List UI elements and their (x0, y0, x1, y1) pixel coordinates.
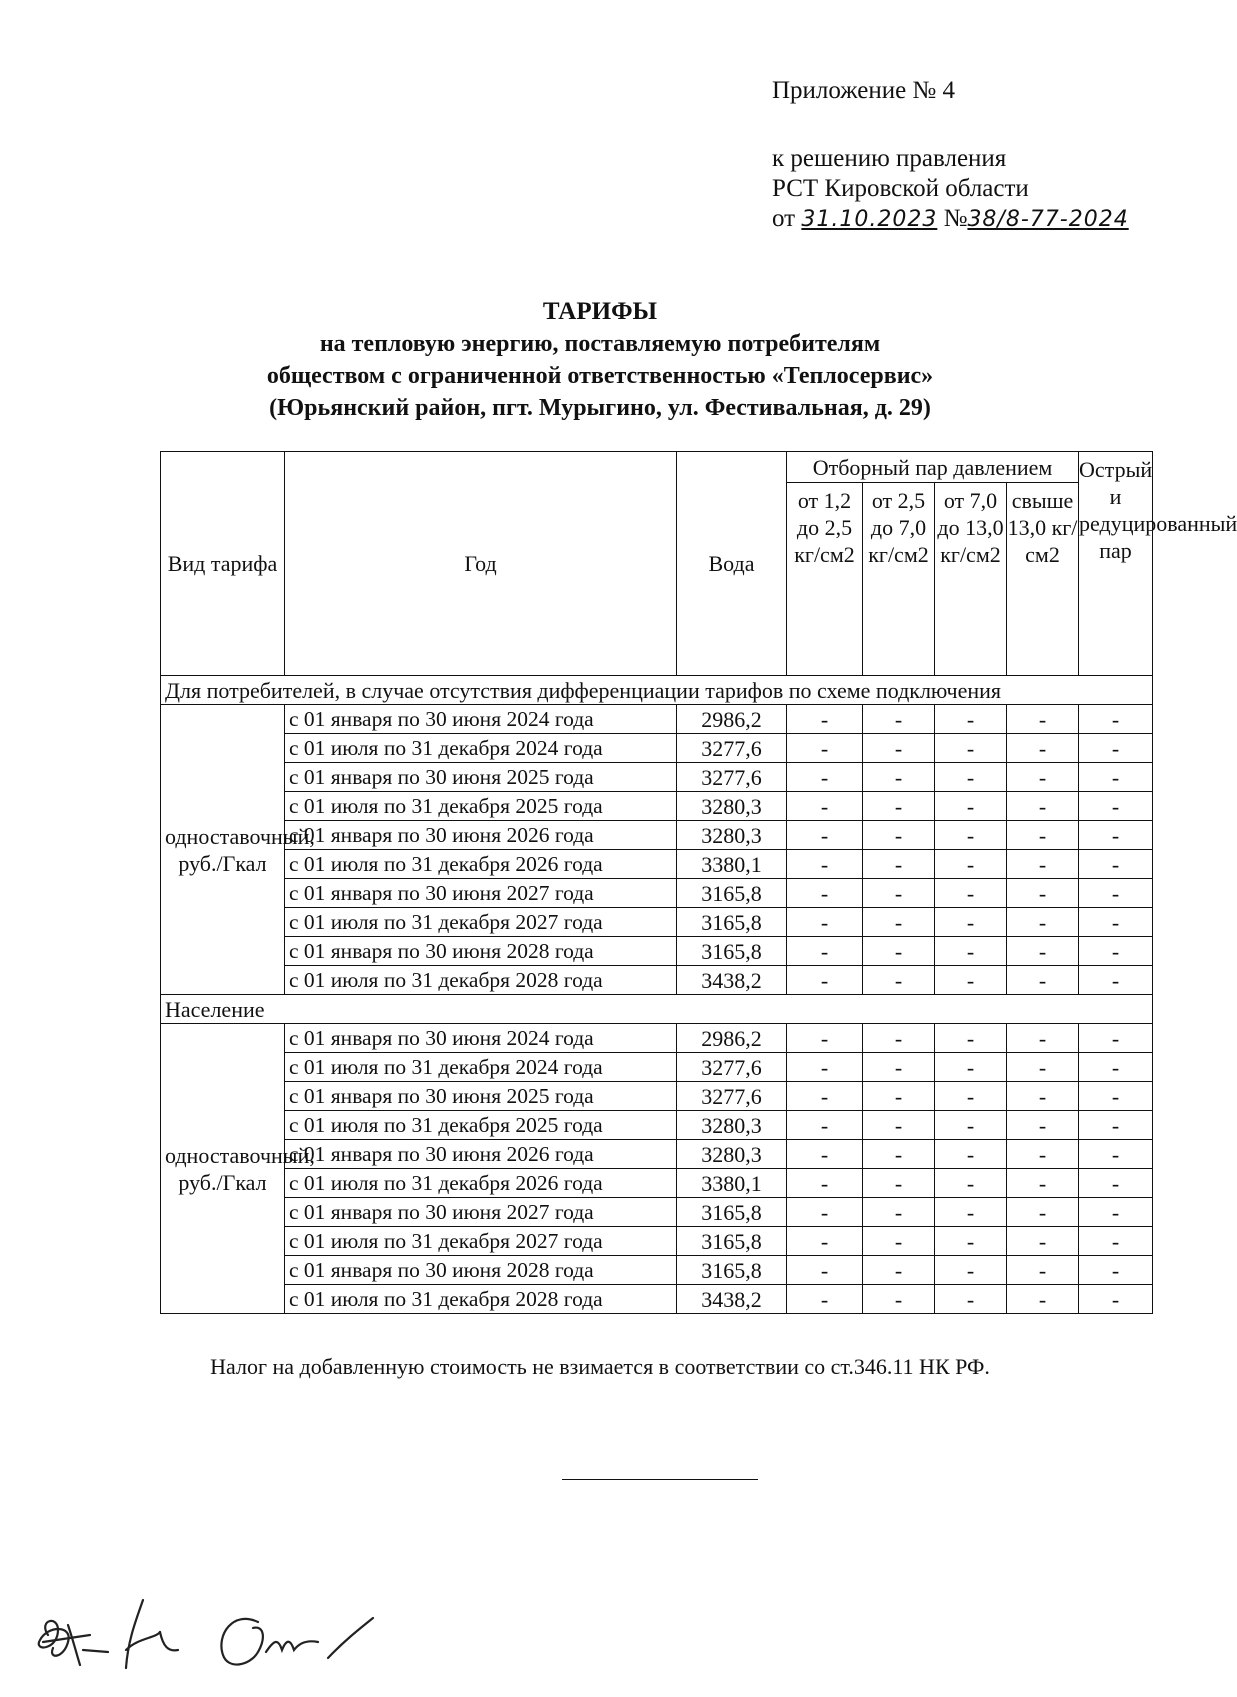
period-cell: с 01 июля по 31 декабря 2026 года (285, 1169, 677, 1198)
water-tariff-cell: 3438,2 (677, 1285, 787, 1314)
table-row (161, 879, 1153, 908)
period-cell: с 01 июля по 31 декабря 2027 года (285, 908, 677, 937)
steam-tariff-cell-sharp: - (1079, 879, 1153, 908)
table-row (161, 792, 1153, 821)
table-row (161, 734, 1153, 763)
steam-tariff-cell-p2: - (863, 821, 935, 850)
title-line-2: обществом с ограниченной ответственностью «Теплосервис» (266, 363, 934, 389)
steam-tariff-cell-p1: - (787, 1227, 863, 1256)
steam-tariff-cell-sharp: - (1079, 763, 1153, 792)
steam-tariff-cell-sharp: - (1079, 937, 1153, 966)
title-line-3: (Юрьянский район, пгт. Мурыгино, ул. Фестивальная, д. 29) (269, 395, 931, 421)
annex-from-label: от (772, 205, 796, 232)
water-tariff-cell: 3165,8 (677, 1256, 787, 1285)
steam-tariff-cell-p4: - (1007, 763, 1079, 792)
steam-tariff-cell-p1: - (787, 1285, 863, 1314)
section-title: Для потребителей, в случае отсутствия дифференциации тарифов по схеме подключения (161, 676, 1153, 705)
tariff-kind-cell: одноставочный, руб./Гкал (161, 705, 285, 995)
water-tariff-cell: 3438,2 (677, 966, 787, 995)
header-year: Год (285, 452, 677, 676)
document-title (0, 296, 1200, 424)
steam-tariff-cell-p2: - (863, 1169, 935, 1198)
water-tariff-cell: 3280,3 (677, 1111, 787, 1140)
period-cell: с 01 января по 30 июня 2025 года (285, 763, 677, 792)
title-main: ТАРИФЫ (542, 298, 658, 325)
steam-tariff-cell-p4: - (1007, 937, 1079, 966)
steam-tariff-cell-p3: - (935, 1053, 1007, 1082)
steam-tariff-cell-p4: - (1007, 1169, 1079, 1198)
steam-tariff-cell-sharp: - (1079, 1082, 1153, 1111)
steam-tariff-cell-p1: - (787, 763, 863, 792)
table-row (161, 1256, 1153, 1285)
steam-tariff-cell-sharp: - (1079, 821, 1153, 850)
steam-tariff-cell-p2: - (863, 1227, 935, 1256)
header-pressure-4: свыше 13,0 кг/см2 (1007, 483, 1079, 676)
steam-tariff-cell-p4: - (1007, 705, 1079, 734)
steam-tariff-cell-p4: - (1007, 1111, 1079, 1140)
steam-tariff-cell-sharp: - (1079, 1024, 1153, 1053)
steam-tariff-cell-p1: - (787, 1024, 863, 1053)
period-cell: с 01 января по 30 июня 2026 года (285, 1140, 677, 1169)
steam-tariff-cell-p3: - (935, 821, 1007, 850)
steam-tariff-cell-p4: - (1007, 1082, 1079, 1111)
steam-tariff-cell-p3: - (935, 879, 1007, 908)
steam-tariff-cell-p4: - (1007, 1256, 1079, 1285)
steam-tariff-cell-sharp: - (1079, 705, 1153, 734)
header-steam-pressure: Отборный пар давлением (787, 452, 1079, 483)
annex-line-date (772, 204, 1129, 235)
steam-tariff-cell-p2: - (863, 1082, 935, 1111)
header-water: Вода (677, 452, 787, 676)
steam-tariff-cell-p3: - (935, 705, 1007, 734)
steam-tariff-cell-sharp: - (1079, 1111, 1153, 1140)
period-cell: с 01 января по 30 июня 2026 года (285, 821, 677, 850)
water-tariff-cell: 3165,8 (677, 1227, 787, 1256)
steam-tariff-cell-p3: - (935, 1285, 1007, 1314)
steam-tariff-cell-sharp: - (1079, 1198, 1153, 1227)
steam-tariff-cell-p1: - (787, 1053, 863, 1082)
steam-tariff-cell-p1: - (787, 705, 863, 734)
period-cell: с 01 января по 30 июня 2028 года (285, 937, 677, 966)
steam-tariff-cell-sharp: - (1079, 850, 1153, 879)
table-row (161, 1169, 1153, 1198)
steam-tariff-cell-p2: - (863, 1053, 935, 1082)
period-cell: с 01 июля по 31 декабря 2025 года (285, 792, 677, 821)
annex-line-authority: РСТ Кировской области (772, 175, 1029, 202)
header-pressure-2: от 2,5 до 7,0 кг/см2 (863, 483, 935, 676)
steam-tariff-cell-p3: - (935, 908, 1007, 937)
water-tariff-cell: 2986,2 (677, 705, 787, 734)
steam-tariff-cell-sharp: - (1079, 792, 1153, 821)
steam-tariff-cell-p3: - (935, 792, 1007, 821)
steam-tariff-cell-p1: - (787, 908, 863, 937)
water-tariff-cell: 3380,1 (677, 850, 787, 879)
steam-tariff-cell-p1: - (787, 1111, 863, 1140)
separator-line (562, 1479, 758, 1480)
steam-tariff-cell-p4: - (1007, 1227, 1079, 1256)
period-cell: с 01 июля по 31 декабря 2028 года (285, 966, 677, 995)
table-row (161, 1198, 1153, 1227)
steam-tariff-cell-p3: - (935, 1024, 1007, 1053)
steam-tariff-cell-p3: - (935, 734, 1007, 763)
header-pressure-3: от 7,0 до 13,0 кг/см2 (935, 483, 1007, 676)
header-pressure-1: от 1,2 до 2,5 кг/см2 (787, 483, 863, 676)
steam-tariff-cell-p3: - (935, 966, 1007, 995)
steam-tariff-cell-p3: - (935, 1140, 1007, 1169)
period-cell: с 01 января по 30 июня 2028 года (285, 1256, 677, 1285)
steam-tariff-cell-p1: - (787, 1256, 863, 1285)
section-row (161, 995, 1153, 1024)
steam-tariff-cell-sharp: - (1079, 1053, 1153, 1082)
table-body (161, 676, 1153, 1314)
water-tariff-cell: 3277,6 (677, 1082, 787, 1111)
steam-tariff-cell-p4: - (1007, 879, 1079, 908)
period-cell: с 01 июля по 31 декабря 2024 года (285, 1053, 677, 1082)
steam-tariff-cell-p1: - (787, 966, 863, 995)
steam-tariff-cell-sharp: - (1079, 966, 1153, 995)
signature-image (28, 1580, 388, 1680)
steam-tariff-cell-p1: - (787, 937, 863, 966)
table-row (161, 821, 1153, 850)
section-title: Население (161, 995, 1153, 1024)
steam-tariff-cell-p2: - (863, 1256, 935, 1285)
steam-tariff-cell-p2: - (863, 1024, 935, 1053)
steam-tariff-cell-p2: - (863, 966, 935, 995)
steam-tariff-cell-p2: - (863, 763, 935, 792)
steam-tariff-cell-p4: - (1007, 1140, 1079, 1169)
steam-tariff-cell-p3: - (935, 1198, 1007, 1227)
steam-tariff-cell-p3: - (935, 1227, 1007, 1256)
steam-tariff-cell-p3: - (935, 937, 1007, 966)
table-row (161, 1285, 1153, 1314)
annex-title: Приложение № 4 (772, 77, 956, 104)
steam-tariff-cell-p2: - (863, 850, 935, 879)
steam-tariff-cell-p4: - (1007, 850, 1079, 879)
steam-tariff-cell-p1: - (787, 879, 863, 908)
period-cell: с 01 января по 30 июня 2027 года (285, 879, 677, 908)
steam-tariff-cell-p1: - (787, 734, 863, 763)
period-cell: с 01 июля по 31 декабря 2027 года (285, 1227, 677, 1256)
steam-tariff-cell-sharp: - (1079, 908, 1153, 937)
steam-tariff-cell-p2: - (863, 908, 935, 937)
steam-tariff-cell-p4: - (1007, 908, 1079, 937)
steam-tariff-cell-sharp: - (1079, 1169, 1153, 1198)
period-cell: с 01 января по 30 июня 2024 года (285, 1024, 677, 1053)
steam-tariff-cell-p1: - (787, 1169, 863, 1198)
vat-note: Налог на добавленную стоимость не взимается в соответствии со ст.346.11 НК РФ. (210, 1354, 990, 1379)
table-row (161, 1082, 1153, 1111)
table-row (161, 763, 1153, 792)
period-cell: с 01 января по 30 июня 2027 года (285, 1198, 677, 1227)
steam-tariff-cell-p3: - (935, 1169, 1007, 1198)
table-row (161, 1053, 1153, 1082)
header-sharp-steam: Острый и редуцированный пар (1079, 452, 1153, 676)
table-row (161, 1140, 1153, 1169)
water-tariff-cell: 3165,8 (677, 908, 787, 937)
steam-tariff-cell-p2: - (863, 879, 935, 908)
water-tariff-cell: 3280,3 (677, 1140, 787, 1169)
steam-tariff-cell-p4: - (1007, 1285, 1079, 1314)
table-row (161, 1024, 1153, 1053)
water-tariff-cell: 3165,8 (677, 879, 787, 908)
table-row (161, 1227, 1153, 1256)
steam-tariff-cell-sharp: - (1079, 1140, 1153, 1169)
table-row (161, 705, 1153, 734)
steam-tariff-cell-p1: - (787, 850, 863, 879)
table-row (161, 850, 1153, 879)
period-cell: с 01 января по 30 июня 2024 года (285, 705, 677, 734)
water-tariff-cell: 3165,8 (677, 1198, 787, 1227)
water-tariff-cell: 3165,8 (677, 937, 787, 966)
steam-tariff-cell-p1: - (787, 1082, 863, 1111)
steam-tariff-cell-sharp: - (1079, 1227, 1153, 1256)
period-cell: с 01 июля по 31 декабря 2025 года (285, 1111, 677, 1140)
steam-tariff-cell-p1: - (787, 821, 863, 850)
header-tariff-kind: Вид тарифа (161, 452, 285, 676)
water-tariff-cell: 3380,1 (677, 1169, 787, 1198)
annex-number: 38/8-77-2024 (967, 207, 1129, 232)
water-tariff-cell: 3280,3 (677, 792, 787, 821)
steam-tariff-cell-p4: - (1007, 1198, 1079, 1227)
water-tariff-cell: 3280,3 (677, 821, 787, 850)
steam-tariff-cell-p3: - (935, 850, 1007, 879)
steam-tariff-cell-p2: - (863, 792, 935, 821)
steam-tariff-cell-p1: - (787, 1198, 863, 1227)
tariff-table (160, 451, 1237, 1314)
water-tariff-cell: 3277,6 (677, 734, 787, 763)
steam-tariff-cell-p3: - (935, 1111, 1007, 1140)
steam-tariff-cell-p2: - (863, 1111, 935, 1140)
steam-tariff-cell-p2: - (863, 1198, 935, 1227)
steam-tariff-cell-p4: - (1007, 1024, 1079, 1053)
steam-tariff-cell-p4: - (1007, 966, 1079, 995)
steam-tariff-cell-p2: - (863, 1285, 935, 1314)
table-row (161, 937, 1153, 966)
steam-tariff-cell-p4: - (1007, 734, 1079, 763)
steam-tariff-cell-p2: - (863, 705, 935, 734)
table-row (161, 1111, 1153, 1140)
water-tariff-cell: 3277,6 (677, 763, 787, 792)
annex-number-sign: № (943, 205, 968, 232)
steam-tariff-cell-sharp: - (1079, 1256, 1153, 1285)
steam-tariff-cell-p1: - (787, 1140, 863, 1169)
steam-tariff-cell-p2: - (863, 937, 935, 966)
title-line-1: на тепловую энергию, поставляемую потребителям (319, 331, 881, 357)
annex-date: 31.10.2023 (801, 207, 938, 232)
annex-block (772, 76, 1129, 235)
steam-tariff-cell-p3: - (935, 763, 1007, 792)
section-row (161, 676, 1153, 705)
water-tariff-cell: 2986,2 (677, 1024, 787, 1053)
water-tariff-cell: 3277,6 (677, 1053, 787, 1082)
steam-tariff-cell-p3: - (935, 1256, 1007, 1285)
steam-tariff-cell-p2: - (863, 734, 935, 763)
period-cell: с 01 июля по 31 декабря 2026 года (285, 850, 677, 879)
table-row (161, 966, 1153, 995)
steam-tariff-cell-p4: - (1007, 1053, 1079, 1082)
steam-tariff-cell-sharp: - (1079, 734, 1153, 763)
annex-line-decision: к решению правления (772, 145, 1007, 172)
steam-tariff-cell-sharp: - (1079, 1285, 1153, 1314)
tariff-kind-cell: одноставочный, руб./Гкал (161, 1024, 285, 1314)
steam-tariff-cell-p2: - (863, 1140, 935, 1169)
period-cell: с 01 января по 30 июня 2025 года (285, 1082, 677, 1111)
period-cell: с 01 июля по 31 декабря 2028 года (285, 1285, 677, 1314)
steam-tariff-cell-p1: - (787, 792, 863, 821)
steam-tariff-cell-p3: - (935, 1082, 1007, 1111)
period-cell: с 01 июля по 31 декабря 2024 года (285, 734, 677, 763)
table-row (161, 908, 1153, 937)
steam-tariff-cell-p4: - (1007, 792, 1079, 821)
steam-tariff-cell-p4: - (1007, 821, 1079, 850)
